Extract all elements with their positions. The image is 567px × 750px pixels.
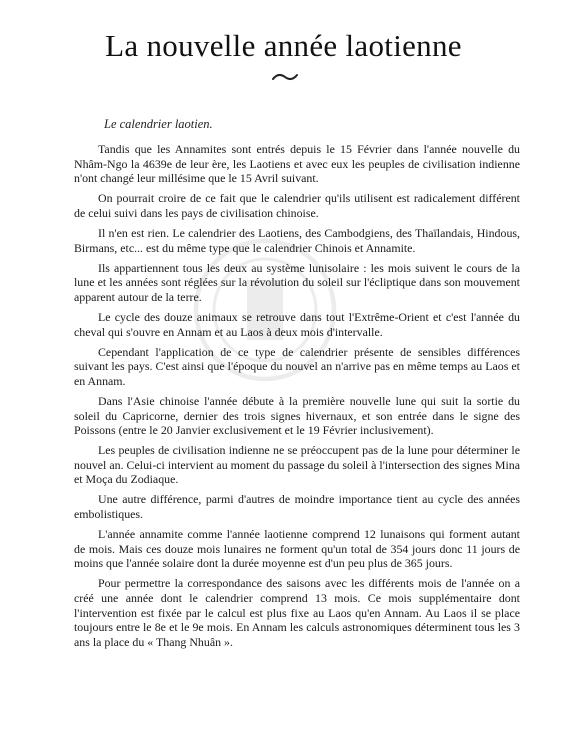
- paragraph: Dans l'Asie chinoise l'année débute à la première nouvelle lune qui suit la sortie du soleil du Capricorne, dernier des trois signes hivernaux, et son entrée dans le signe des Poissons (entre le 20 Janvier exclusivement et le 19 Février inclusivement).: [74, 393, 520, 438]
- paragraph: Ils appartiennent tous les deux au système lunisolaire : les mois suivent le cours de la lune et les années sont réglées sur la révolution du soleil sur l'écliptique dans son mouvement apparent autour de la terre.: [74, 260, 520, 304]
- title-ornament-icon: [272, 72, 298, 82]
- paragraph: Le cycle des douze animaux se retrouve dans tout l'Extrême-Orient et c'est l'année du cheval qui s'ouvre en Annam et au Laos à deux mois d'intervalle.: [74, 309, 520, 339]
- article-body: [74, 142, 520, 655]
- page-title: La nouvelle année laotienne: [105, 28, 462, 63]
- paragraph: L'année annamite comme l'année laotienne comprend 12 lunaisons qui forment autant de mois. Mais ces douze mois lunaires ne forment qu'un total de 354 jours donc 11 jours de moins que l'année solaire dont la durée moyenne est d'un peu plus de 365 jours.: [74, 527, 520, 571]
- section-subtitle: Le calendrier laotien.: [104, 117, 213, 131]
- paragraph: Pour permettre la correspondance des saisons avec les différents mois de l'année on a créé une année dont le calendrier comprend 13 mois. Ce mois supplémentaire dont l'intervention est fixée par le calcul est plus fixe au Laos qu'en Annam. Au Laos il se place toujours entre le 8e et le 9e mois. En Annam les calculs astronomiques déterminent tous les 3 ans la place du « Thang Nhuân ».: [74, 576, 520, 649]
- paragraph: On pourrait croire de ce fait que le calendrier qu'ils utilisent est radicalement différent de celui suivi dans les pays de civilisation chinoise.: [74, 191, 520, 220]
- paragraph: Tandis que les Annamites sont entrés depuis le 15 Février dans l'année nouvelle du Nhâm-Ngo la 4639e de leur ère, les Laotiens et avec eux les peuples de civilisation indienne n'ont changé leur millésime que le 15 Avril suivant.: [74, 142, 520, 186]
- paragraph: Cependant l'application de ce type de calendrier présente de sensibles différences suivant les pays. C'est ainsi que l'époque du nouvel an n'arrive pas en même temps au Laos et en Annam.: [74, 344, 520, 388]
- paragraph: Il n'en est rien. Le calendrier des Laotiens, des Cambodgiens, des Thaïlandais, Hindous, Birmans, etc... est du même type que le calendrier Chinois et Annamite.: [74, 225, 520, 255]
- paragraph: Les peuples de civilisation indienne ne se préoccupent pas de la lune pour déterminer le nouvel an. Celui-ci intervient au moment du passage du soleil à l'intersection des signes Mina et Moça du Zodiaque.: [74, 443, 520, 487]
- paragraph: Une autre différence, parmi d'autres de moindre importance tient au cycle des années embolistiques.: [74, 492, 520, 522]
